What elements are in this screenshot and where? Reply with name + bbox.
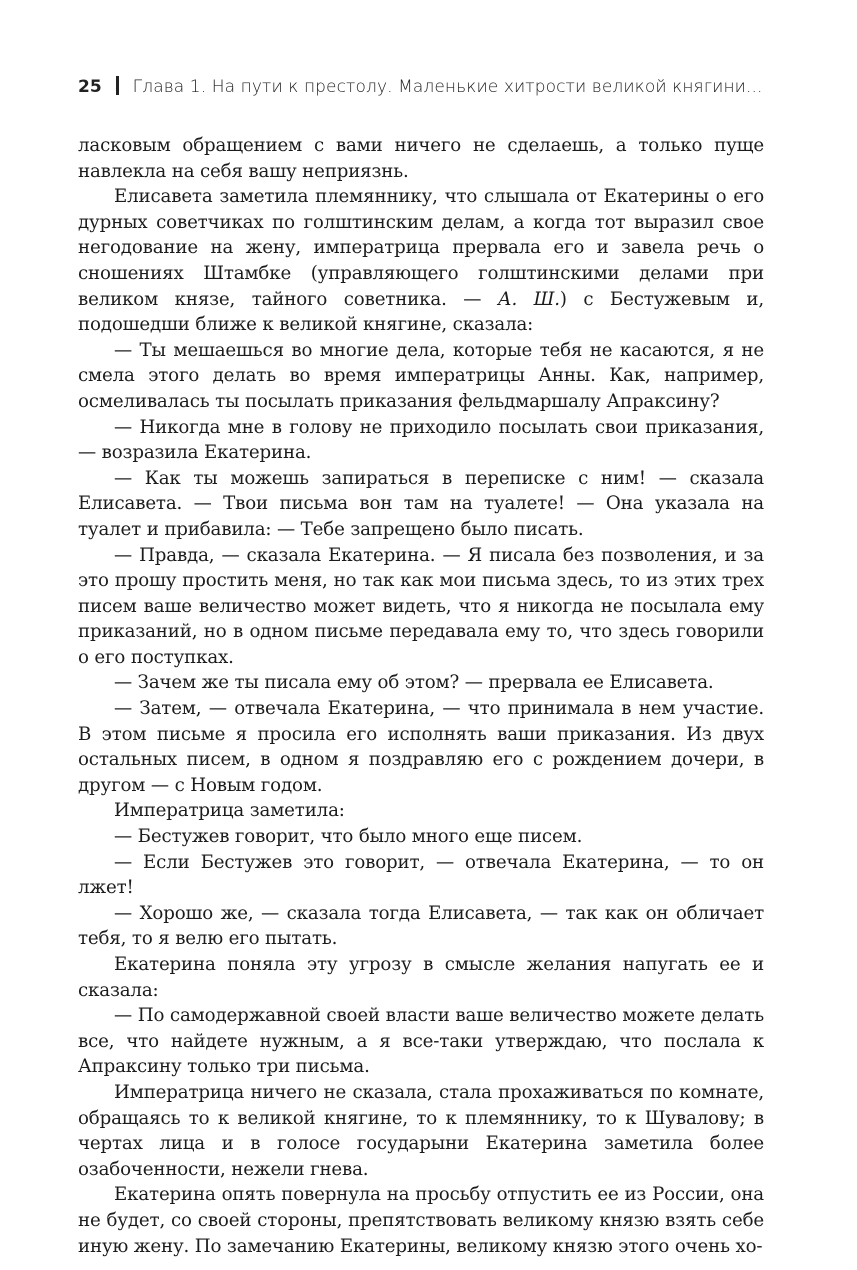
dialogue-line: — Хорошо же, — сказала тогда Елисавета, — так как он обличает тебя, то я велю его пытать.	[78, 902, 764, 950]
page-number: 25	[78, 77, 102, 97]
dialogue-line: — Затем, — отвечала Екатерина, — что принимала в нем участие. В этом письме я просила его исполнять ваши приказания. Из двух остальных писем, в одном я поздравляю его с рождением дочери, в другом — с Новым годом.	[78, 698, 764, 796]
dialogue-line: — Ты мешаешься во многие дела, которые тебя не касаются, я не смела этого делать во время императрицы Анны. Как, например, осмеливалась ты посылать приказания фельдмаршалу Апраксину?	[78, 339, 764, 412]
paragraph: Екатерина опять повернула на просьбу отпустить ее из России, она не будет, со своей стороны, препятствовать великому князю взять себе иную жену. По замечанию Екатерины, великому князю этого очень хо-	[78, 1184, 764, 1257]
body-text	[78, 133, 764, 1259]
dialogue-line: — Бестужев говорит, что было много еще писем.	[114, 826, 583, 848]
running-header	[78, 74, 778, 100]
paragraph: Екатерина поняла эту угрозу в смысле желания напугать ее и сказала:	[78, 954, 764, 1001]
paragraph: Императрица заметила:	[114, 800, 345, 822]
running-title: Глава 1. На пути к престолу. Маленькие хитрости великой княгини...	[132, 77, 763, 97]
dialogue-line: — Как ты можешь запираться в переписке с ним! — сказала Елисавета. — Твои письма вон там на туалете! — Она указала на туалет и прибавила: — Тебе запрещено было писать.	[78, 467, 764, 540]
paragraph: Елисавета заметила племяннику, что слышала от Екатерины о его дурных советчиках по голштинским делам, а когда тот выразил свое негодование на жену, императрица прервала его и завела речь о сношениях Штамбке (управляющего голштинскими делами при великом князе, тайного советника. — А. Ш.) с Бестужевым и, подошедши ближе к великой княгине, сказала:	[78, 186, 764, 336]
dialogue-line: — По самодержавной своей власти ваше величество можете делать все, что найдете нужным, а я все-таки утверждаю, что послала к Апраксину только три письма.	[78, 1005, 764, 1078]
paragraph: Императрица ничего не сказала, стала прохаживаться по комнате, обращаясь то к великой княгине, то к племяннику, то к Шувалову; в чертах лица и в голосе государыни Екатерина заметила более озабоченности, нежели гнева.	[78, 1081, 764, 1180]
dialogue-line: — Никогда мне в голову не приходило посылать свои приказания, — возразила Екатерина.	[78, 416, 764, 464]
header-separator	[116, 76, 119, 95]
dialogue-line: — Если Бестужев это говорит, — отвечала Екатерина, — то он лжет!	[78, 851, 764, 899]
author-initials: А. Ш.	[497, 288, 560, 310]
dialogue-line: — Правда, — сказала Екатерина. — Я писала без позволения, и за это прошу простить меня, но так как мои письма здесь, то из этих трех писем ваше величество может видеть, что я никогда не посылала ему приказаний, но в одном письме передавала ему то, что здесь говорили о его поступках.	[78, 544, 764, 668]
dialogue-line: — Зачем же ты писала ему об этом? — прервала ее Елисавета.	[114, 672, 714, 694]
paragraph: ласковым обращением с вами ничего не сделаешь, а только пуще навлекла на себя вашу неприязнь.	[78, 135, 764, 182]
